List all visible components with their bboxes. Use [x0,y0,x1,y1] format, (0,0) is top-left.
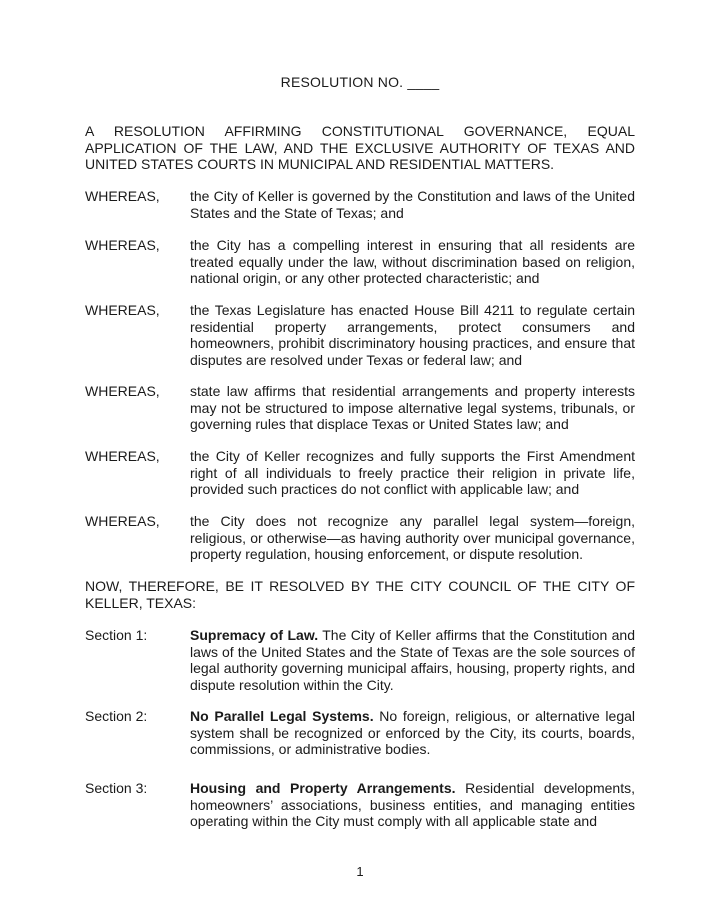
resolution-intro: A RESOLUTION AFFIRMING CONSTITUTIONAL GOVERNANCE, EQUAL APPLICATION OF THE LAW, AND THE EXCLUSIVE AUTHORITY OF TEXAS AND UNITED STATES COURTS IN MUNICIPAL AND RESIDENTIAL MATTERS. [85,123,635,172]
section-body [190,708,635,758]
section-heading: Supremacy of Law. [190,627,319,643]
section-heading: Housing and Property Arrangements. [190,780,456,796]
section-body [190,780,635,830]
section-label: Section 1: [85,627,148,643]
section-body [190,627,635,693]
whereas-text: the City of Keller is governed by the Constitution and laws of the United States and the State of Texas; and [190,188,635,221]
section-text: Residential developments, homeowners’ associations, business entities, and managing entities operating within the City must comply with all applicable state and [190,780,635,829]
resolution-title: RESOLUTION NO. ____ [280,74,440,90]
section-label: Section 2: [85,708,148,724]
section-text: No foreign, religious, or alternative legal system shall be recognized or enforced by the City, its courts, boards, commissions, or administrative bodies. [190,708,635,757]
whereas-text: the City does not recognize any parallel legal system—foreign, religious, or otherwise—as having authority over municipal governance, property regulation, housing enforcement, or dispute resolution. [190,513,635,562]
whereas-label: WHEREAS, [85,302,160,318]
whereas-label: WHEREAS, [85,188,160,204]
whereas-text: state law affirms that residential arrangements and property interests may not be structured to impose alternative legal systems, tribunals, or governing rules that displace Texas or United States law; and [190,383,635,432]
whereas-label: WHEREAS, [85,383,160,399]
whereas-text: the City of Keller recognizes and fully supports the First Amendment right of all individuals to freely practice their religion in private life, provided such practices do not conflict with applicable law; and [190,448,635,497]
section-heading: No Parallel Legal Systems. [190,708,374,724]
whereas-text: the City has a compelling interest in ensuring that all residents are treated equally under the law, without discrimination based on religion, national origin, or any other protected characteristic; and [190,237,635,286]
section-text: The City of Keller affirms that the Constitution and laws of the United States and the State of Texas are the sole sources of legal authority governing municipal affairs, housing, property rights, and dispute resolution within the City. [190,627,635,693]
whereas-label: WHEREAS, [85,513,160,529]
page-number: 1 [356,864,364,879]
whereas-label: WHEREAS, [85,448,160,464]
section-label: Section 3: [85,780,148,796]
resolved-clause: NOW, THEREFORE, BE IT RESOLVED BY THE CITY COUNCIL OF THE CITY OF KELLER, TEXAS: [85,578,635,611]
whereas-label: WHEREAS, [85,237,160,253]
whereas-text: the Texas Legislature has enacted House Bill 4211 to regulate certain residential property arrangements, protect consumers and homeowners, prohibit discriminatory housing practices, and ensure that disputes are resolved under Texas or federal law; and [190,302,635,368]
